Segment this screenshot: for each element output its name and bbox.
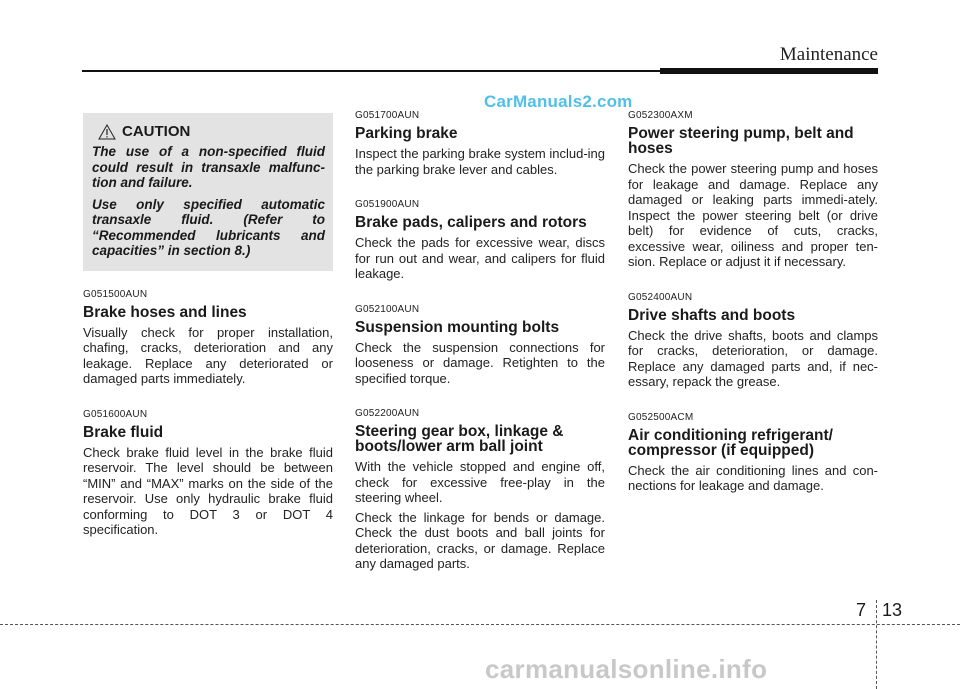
section-heading: Parking brake bbox=[355, 125, 458, 142]
section-body: Check the suspension connections for looseness or damage. Retighten to the specified torque. bbox=[355, 339, 605, 386]
section-code: G052200AUN bbox=[355, 408, 420, 419]
caution-box bbox=[83, 113, 333, 271]
section-heading: Brake hoses and lines bbox=[83, 303, 247, 321]
column-3 bbox=[628, 110, 878, 516]
section-body: Inspect the parking brake system includ-ing the parking brake lever and cables. bbox=[355, 146, 606, 177]
section-body: Check the pads for excessive wear, discs for run out and wear, and calipers for fluid leakage. bbox=[355, 235, 605, 281]
watermark-bottom[interactable]: carmanualsonline.info bbox=[485, 654, 768, 684]
section-power-steering bbox=[628, 110, 878, 270]
column-2 bbox=[355, 110, 605, 594]
section-heading: Drive shafts and boots bbox=[628, 306, 796, 324]
caution-header bbox=[92, 123, 325, 140]
footer-divider bbox=[876, 600, 877, 689]
section-heading: Air conditioning refrigerant/ compressor (if equipped) bbox=[628, 426, 833, 459]
section-body: Check brake fluid level in the brake fluid reservoir. The level should be between “MIN” and “MAX” marks on the side of the reservoir. Use only hydraulic brake fluid conforming to DOT 3 or DOT 4 specification. bbox=[83, 444, 333, 537]
section-steering-gear bbox=[355, 408, 605, 572]
section-air-conditioning bbox=[628, 412, 878, 494]
section-brake-fluid bbox=[83, 409, 333, 538]
section-body: Check the drive shafts, boots and clamps for cracks, deterioration, or damage. Replace any damaged parts and, if nec-essary, repack the grease. bbox=[628, 327, 878, 389]
section-code: G052300AXM bbox=[628, 110, 693, 121]
page-number: 13 bbox=[882, 600, 903, 620]
header-rule-thin bbox=[82, 70, 660, 72]
section-brake-hoses bbox=[83, 289, 333, 387]
section-code: G051500AUN bbox=[83, 288, 148, 300]
section-body: Visually check for proper installation, chafing, cracks, deterioration and any leakage. Replace any deteriorated or damaged parts immediately. bbox=[83, 324, 333, 386]
section-heading: Brake pads, calipers and rotors bbox=[355, 214, 587, 231]
caution-paragraph: The use of a non-specified fluid could result in transaxle malfunc-tion and failure. bbox=[92, 144, 325, 190]
section-code: G052400AUN bbox=[628, 291, 693, 303]
header-rule-thick bbox=[660, 68, 878, 74]
section-title: Maintenance bbox=[779, 44, 878, 65]
section-drive-shafts bbox=[628, 292, 878, 390]
section-body: Check the air conditioning lines and con-nections for leakage and damage. bbox=[628, 462, 878, 493]
caution-paragraph: Use only specified automatic transaxle fluid. (Refer to “Recommended lubricants and capacities” in section 8.) bbox=[92, 196, 325, 258]
section-code: G051600AUN bbox=[83, 408, 148, 420]
section-body: With the vehicle stopped and engine off, check for excessive free-play in the steering wheel. bbox=[355, 459, 605, 505]
section-body: Check the power steering pump and hoses for leakage and damage. Replace any damaged or leaking parts immedi-ately. Inspect the power steering belt (or drive belt) for evidence of cuts, cracks, excessive wear, oiliness and proper ten-sion. Replace or adjust it if necessary. bbox=[628, 161, 878, 269]
section-code: G051900AUN bbox=[355, 199, 420, 210]
section-code: G052100AUN bbox=[355, 303, 420, 315]
chapter-number: 7 bbox=[856, 600, 867, 620]
section-heading: Power steering pump, belt and hoses bbox=[628, 125, 854, 157]
section-brake-pads bbox=[355, 199, 605, 282]
section-heading: Brake fluid bbox=[83, 423, 164, 441]
section-parking-brake bbox=[355, 110, 605, 177]
watermark-top[interactable]: CarManuals2.com bbox=[484, 92, 633, 111]
warning-triangle-icon bbox=[98, 124, 116, 140]
section-heading: Suspension mounting bolts bbox=[355, 318, 560, 336]
column-1 bbox=[83, 110, 333, 560]
section-suspension-bolts bbox=[355, 304, 605, 387]
caution-title: CAUTION bbox=[122, 123, 191, 140]
section-heading: Steering gear box, linkage & boots/lower arm ball joint bbox=[355, 423, 564, 455]
footer-rule bbox=[0, 624, 960, 625]
section-code: G051700AUN bbox=[355, 110, 420, 121]
section-body: Check the linkage for bends or damage. Check the dust boots and ball joints for deterioration, cracks, or damage. Replace any damaged parts. bbox=[355, 509, 605, 571]
section-code: G052500ACM bbox=[628, 411, 694, 423]
